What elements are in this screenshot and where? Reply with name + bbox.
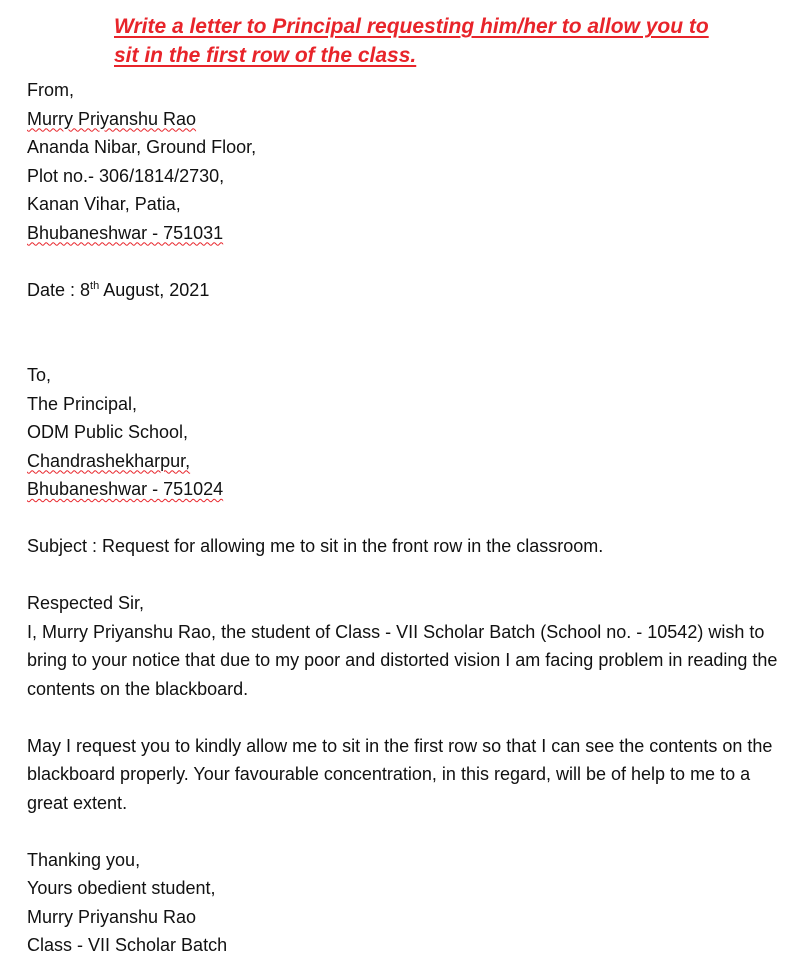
recipient-school: ODM Public School, xyxy=(27,422,189,442)
recipient-title: The Principal, xyxy=(27,393,138,414)
letter-subject: Subject : Request for allowing me to sit in the front row in the classroom. xyxy=(27,536,604,556)
heading-line-1: Write a letter to Principal requesting him/her to allow you to xyxy=(114,15,709,38)
sender-name: Murry Priyanshu Rao xyxy=(27,108,197,129)
date-suffix: th xyxy=(90,279,100,292)
sender-address-1: Ananda Nibar, Ground Floor, xyxy=(27,137,257,157)
recipient-city: Bhubaneshwar - 751024 xyxy=(27,479,224,499)
letter-heading xyxy=(114,12,794,70)
closing-block xyxy=(27,846,795,960)
sender-address-4: Bhubaneshwar - 751031 xyxy=(27,222,224,243)
heading-line-2: sit in the first row of the class. xyxy=(114,44,417,67)
recipient-area: Chandrashekharpur, xyxy=(27,450,191,471)
closing-class: Class - VII Scholar Batch xyxy=(27,935,228,955)
sender-label: From, xyxy=(27,80,74,100)
body-paragraph-2: May I request you to kindly allow me to sit in the first row so that I can see the contents on the blackboard properly. Your favourable concentration, in this regard, will be of help to me to a great extent. xyxy=(27,735,773,813)
letter-salutation: Respected Sir, xyxy=(27,593,145,613)
closing-yours: Yours obedient student, xyxy=(27,878,216,898)
date-rest: August, 2021 xyxy=(99,279,210,300)
recipient-label: To, xyxy=(27,365,52,385)
letter-body xyxy=(27,76,795,960)
recipient-block xyxy=(27,361,795,504)
date-prefix: Date : 8 xyxy=(27,279,91,300)
sender-address-2: Plot no.- 306/1814/2730, xyxy=(27,165,225,186)
closing-thanks: Thanking you, xyxy=(27,849,141,870)
body-paragraph-1: I, Murry Priyanshu Rao, the student of Class - VII Scholar Batch (School no. - 10542) wish to bring to your notice that due to my poor and distorted vision I am facing problem in reading the contents on the blackboard. xyxy=(27,621,778,699)
sender-address-3: Kanan Vihar, Patia, xyxy=(27,194,181,214)
closing-name: Murry Priyanshu Rao xyxy=(27,906,197,927)
sender-block xyxy=(27,76,795,247)
letter-date xyxy=(27,276,795,305)
